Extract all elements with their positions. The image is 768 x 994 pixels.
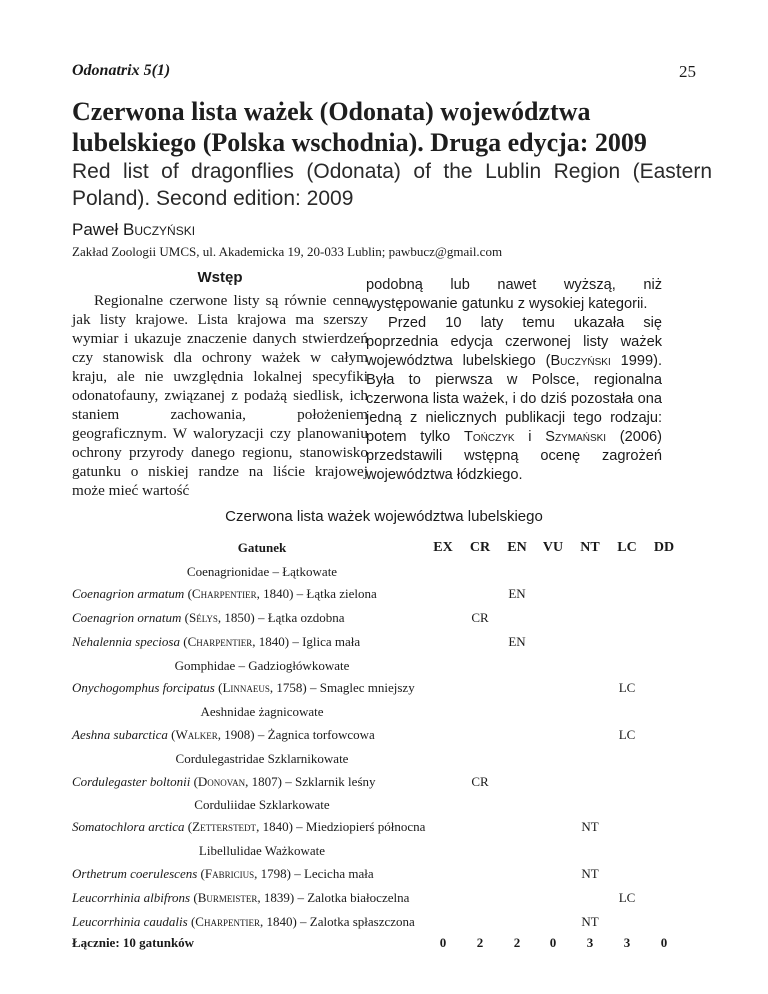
section-heading: Wstęp xyxy=(197,269,243,286)
species-row xyxy=(72,680,712,700)
status-nt: NT xyxy=(581,914,599,929)
author xyxy=(72,220,195,240)
page-number: 25 xyxy=(679,62,696,81)
species-row xyxy=(72,727,712,747)
family-row xyxy=(72,704,712,724)
family-name: Libellulidae Ważkowate xyxy=(198,843,326,858)
p2-text-b: Była to pierwsza w Polsce, regionalna czerwona lista ważek, i do dziś pozostała ona jedną z nielicznych publikacji tego rodzaju: potem tylko xyxy=(366,372,662,445)
species-name: Leucorrhinia caudalis (Charpentier, 1840) – Zalotka spłaszczona xyxy=(72,914,415,929)
header-species: Gatunek xyxy=(237,540,287,555)
status-lc: LC xyxy=(618,727,636,742)
status-nt: NT xyxy=(581,866,599,881)
species-name: Nehalennia speciosa (Charpentier, 1840) – Iglica mała xyxy=(72,634,361,649)
total-label: Łącznie: 10 gatunków xyxy=(72,935,195,950)
journal-name: Odonatrix 5(1) xyxy=(72,62,171,79)
species-name: Coenagrion ornatum (Sélys, 1850) – Łątka ozdobna xyxy=(72,610,345,625)
status-nt: NT xyxy=(581,819,599,834)
title-polish: Czerwona lista ważek (Odonata) województwa lubelskiego (Polska wschodnia). Druga edycja: 2009 xyxy=(72,97,647,157)
species-name: Aeshna subarctica (Walker, 1908) – Żagnica torfowcowa xyxy=(72,727,375,742)
total-nt: 3 xyxy=(586,935,594,950)
citation-conj: i xyxy=(514,429,546,445)
header-en: EN xyxy=(507,540,527,555)
species-name: Orthetrum coerulescens (Fabricius, 1798) – Lecicha mała xyxy=(72,866,374,881)
citation-year: 1999). xyxy=(610,353,662,369)
citation-author-2a: Tończyk xyxy=(463,429,515,445)
total-cr: 2 xyxy=(476,935,484,950)
total-en: 2 xyxy=(513,935,521,950)
family-name: Gomphidae – Gadziogłówkowate xyxy=(174,658,350,673)
header-ex: EX xyxy=(433,540,453,555)
table-header-row xyxy=(72,540,712,560)
species-name: Leucorrhinia albifrons (Burmeister, 1839) – Zalotka białoczelna xyxy=(72,890,410,905)
species-row xyxy=(72,634,712,654)
family-name: Corduliidae Szklarkowate xyxy=(194,797,330,812)
species-row xyxy=(72,890,712,910)
total-ex: 0 xyxy=(439,935,447,950)
species-row xyxy=(72,774,712,794)
intro-left-column xyxy=(72,268,368,500)
species-row xyxy=(72,610,712,630)
author-first-name: Paweł xyxy=(72,220,119,239)
affiliation: Zakład Zoologii UMCS, ul. Akademicka 19, 20-033 Lublin; pawbucz@gmail.com xyxy=(72,244,503,259)
status-en: EN xyxy=(508,586,526,601)
header-cr: CR xyxy=(469,540,491,555)
intro-right-column xyxy=(366,276,662,485)
citation-author: Buczyński xyxy=(550,353,611,369)
total-vu: 0 xyxy=(549,935,557,950)
table-title: Czerwona lista ważek województwa lubelskiego xyxy=(225,508,543,525)
intro-paragraph-2 xyxy=(366,314,662,485)
family-name: Aeshnidae żagnicowate xyxy=(200,704,324,719)
family-name: Cordulegastridae Szklarnikowate xyxy=(175,751,349,766)
status-lc: LC xyxy=(618,680,636,695)
total-dd: 0 xyxy=(660,935,668,950)
species-name: Cordulegaster boltonii (Donovan, 1807) – Szklarnik leśny xyxy=(72,774,376,789)
family-row xyxy=(72,797,712,817)
header-nt: NT xyxy=(580,540,600,555)
header-dd: DD xyxy=(653,540,675,555)
species-name: Coenagrion armatum (Charpentier, 1840) – Łątka zielona xyxy=(72,586,377,601)
p2-text-a: Przed 10 laty temu ukazała się poprzednia edycja czerwonej listy ważek województwa lubelskiego ( xyxy=(366,315,662,369)
citation-author-2b: Szymański xyxy=(545,429,607,445)
family-row xyxy=(72,658,712,678)
total-lc: 3 xyxy=(623,935,631,950)
status-en: EN xyxy=(508,634,526,649)
species-row xyxy=(72,819,712,839)
intro-paragraph-1-cont: podobną lub nawet wyższą, niż występowanie gatunku z wysokiej kategorii. xyxy=(366,277,662,312)
intro-paragraph-1: Regionalne czerwone listy są równie cenne jak listy krajowe. Lista krajowa ma szerszy wymiar i ukazuje znaczenie danych stwierdzeń czy stanowisk dla ochrony ważek w całym kraju, ale nie uwzględnia lokalnej specyfiki odonatofauny, związanej z podażą siedlisk, ich staniem zachowania, położeniem geograficznym. W waloryzacji czy planowaniu ochrony przyrody danego regionu, stanowisko gatunku o niskiej randze na liście krajowej może mieć wartość xyxy=(72,292,368,499)
species-row xyxy=(72,586,712,606)
status-lc: LC xyxy=(618,890,636,905)
family-row xyxy=(72,564,712,584)
family-row xyxy=(72,843,712,863)
p2-text-c: (2006) przedstawili wstępną ocenę zagrożeń województwa łódzkiego. xyxy=(366,429,662,483)
title-english: Red list of dragonflies (Odonata) of the Lublin Region (Eastern Poland). Second edition: 2009 xyxy=(72,160,712,210)
total-row xyxy=(72,935,712,955)
family-name: Coenagrionidae – Łątkowate xyxy=(186,564,338,579)
species-row xyxy=(72,914,712,934)
author-last-name: Buczyński xyxy=(123,220,196,239)
status-cr: CR xyxy=(471,774,489,789)
status-cr: CR xyxy=(471,610,489,625)
header-lc: LC xyxy=(617,540,637,555)
species-name: Somatochlora arctica (Zetterstedt, 1840) – Miedziopierś północna xyxy=(72,819,426,834)
family-row xyxy=(72,751,712,771)
species-name: Onychogomphus forcipatus (Linnaeus, 1758) – Smaglec mniejszy xyxy=(72,680,415,695)
header-vu: VU xyxy=(542,540,564,555)
species-row xyxy=(72,866,712,886)
